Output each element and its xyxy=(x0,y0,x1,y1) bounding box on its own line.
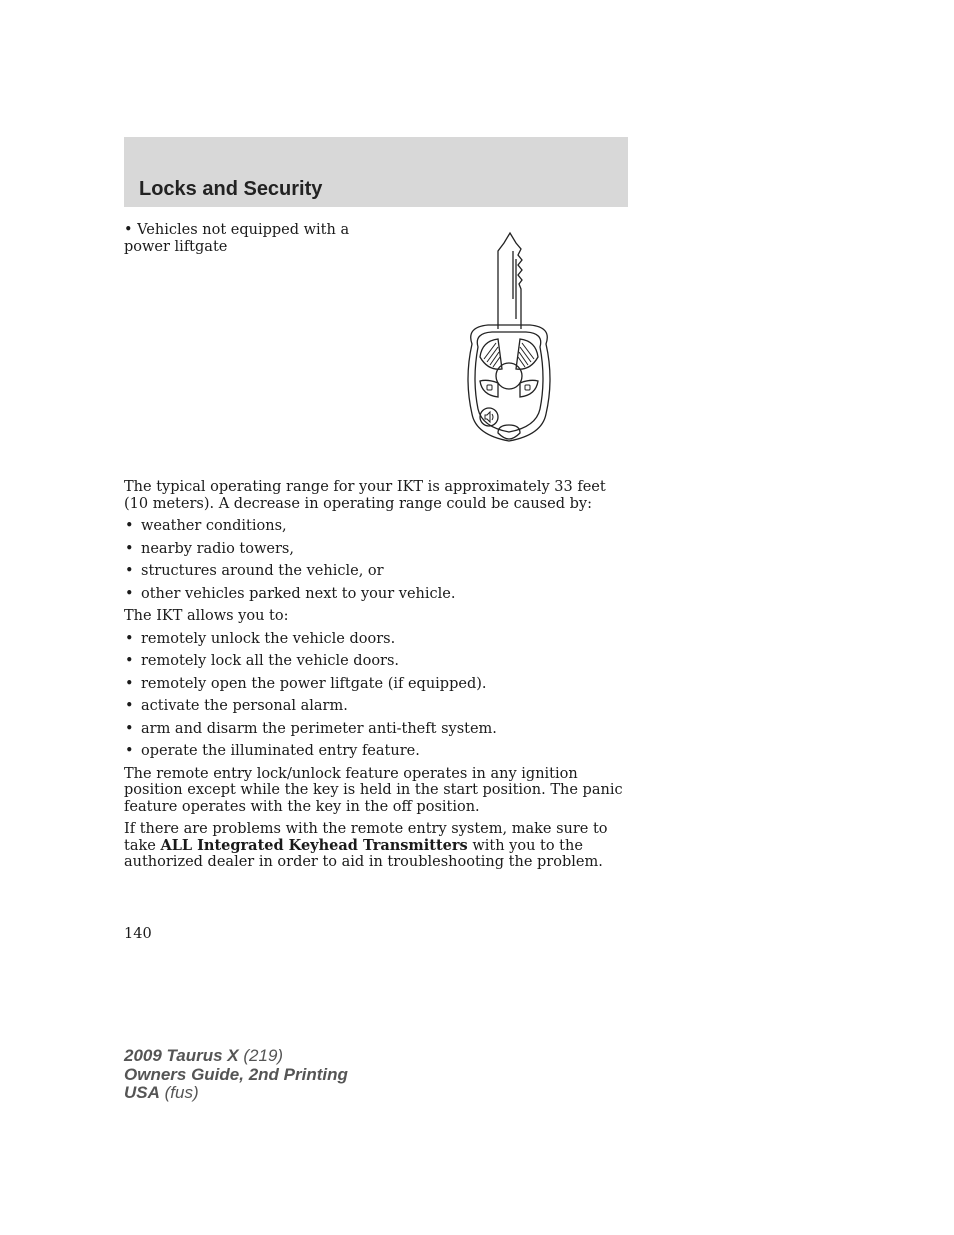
ignition-paragraph: The remote entry lock/unlock feature operates in any ignition position except while the key is held in the start position. The panic feature operates with the key in the off position. xyxy=(124,765,623,815)
bullet-glyph: • xyxy=(125,653,134,669)
intro-bullet: • Vehicles not equipped with a power liftgate xyxy=(124,222,350,255)
allows-paragraph: The IKT allows you to: xyxy=(124,608,289,624)
list-item: • arm and disarm the perimeter anti-theft system. xyxy=(125,720,497,737)
footer-model-line: 2009 Taurus X (219) xyxy=(124,1046,284,1065)
document-footer xyxy=(124,1047,348,1103)
bullet-glyph: • xyxy=(125,540,134,557)
bullet-glyph: • xyxy=(125,518,134,534)
list-item: • remotely unlock the vehicle doors. xyxy=(125,630,396,647)
bullet-glyph: • xyxy=(125,585,134,602)
section-header-band xyxy=(124,137,628,207)
list-item: • other vehicles parked next to your vehicle. xyxy=(125,585,456,602)
bullet-glyph: • xyxy=(125,743,134,759)
list-item: • operate the illuminated entry feature. xyxy=(125,743,420,759)
transmitters-emphasis: ALL Integrated Keyhead Transmitters xyxy=(160,836,468,854)
integrated-keyhead-transmitter-icon xyxy=(458,229,560,447)
section-title: Locks and Security xyxy=(139,178,323,200)
main-text xyxy=(124,479,624,877)
list-item: • nearby radio towers, xyxy=(125,540,294,557)
range-paragraph: The typical operating range for your IKT is approximately 33 feet (10 meters). A decrease in operating range could be caused by: xyxy=(124,479,606,512)
list-item: • activate the personal alarm. xyxy=(125,698,348,714)
bullet-glyph: • xyxy=(125,720,134,737)
bullet-glyph: • xyxy=(125,698,134,714)
page-number: 140 xyxy=(124,926,152,942)
list-item: • remotely lock all the vehicle doors. xyxy=(125,653,400,669)
footer-region-line: USA (fus) xyxy=(124,1083,199,1102)
list-item: • remotely open the power liftgate (if equipped). xyxy=(125,675,487,692)
list-item: • structures around the vehicle, or xyxy=(125,563,384,579)
bullet-glyph: • xyxy=(125,675,134,692)
range-causes-list xyxy=(124,518,624,602)
footer-guide-line: Owners Guide, 2nd Printing xyxy=(124,1064,348,1084)
bullet-glyph: • xyxy=(125,630,134,647)
bullet-glyph: • xyxy=(125,563,134,579)
ikt-functions-list xyxy=(124,631,624,760)
problems-paragraph: If there are problems with the remote entry system, make sure to take ALL Integrated Keyhead Transmitters with you to the authorized dealer in order to aid in troubleshooting the problem. xyxy=(124,821,608,870)
list-item: • weather conditions, xyxy=(125,518,287,534)
